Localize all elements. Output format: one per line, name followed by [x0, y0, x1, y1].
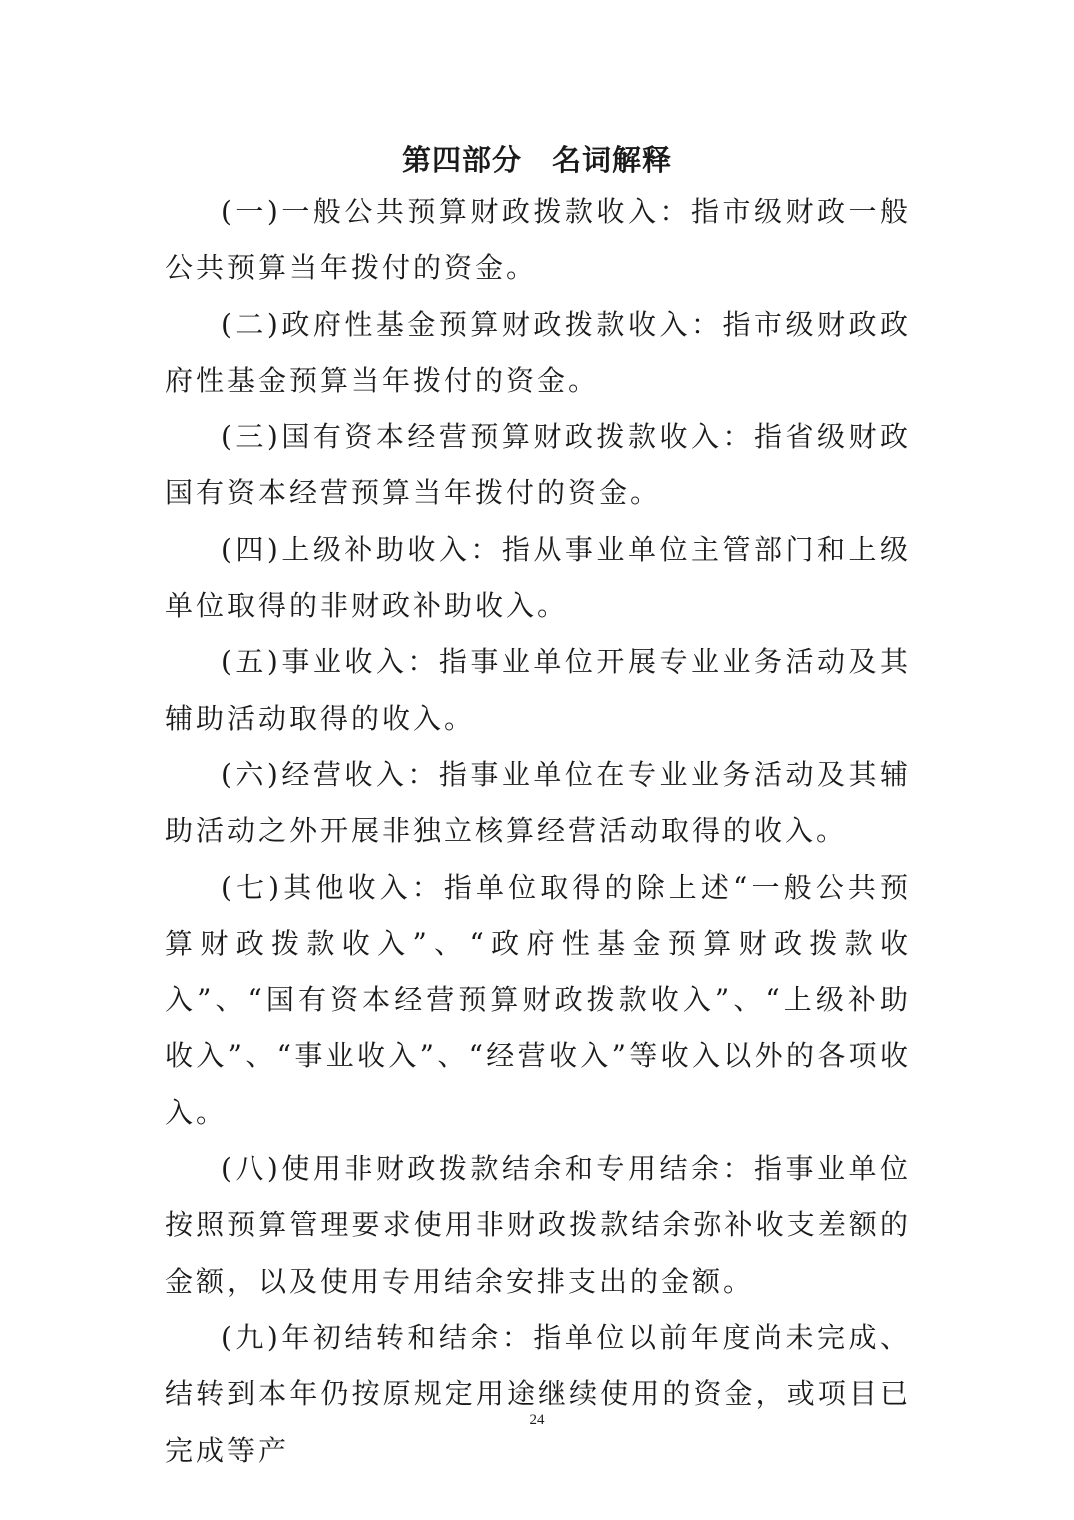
- definition-paragraph-9: (九)年初结转和结余：指单位以前年度尚未完成、结转到本年仍按原规定用途继续使用的资金，或项目已完成等产: [165, 1320, 911, 1467]
- definition-paragraph-1: (一)一般公共预算财政拨款收入：指市级财政一般公共预算当年拨付的资金。: [165, 195, 911, 285]
- definition-paragraph-6: (六)经营收入：指事业单位在专业业务活动及其辅助活动之外开展非独立核算经营活动取得的收入。: [165, 757, 911, 848]
- definition-paragraph-8: (八)使用非财政拨款结余和专用结余：指事业单位按照预算管理要求使用非财政拨款结余弥补收支差额的金额，以及使用专用结余安排支出的金额。: [165, 1152, 911, 1298]
- page-number: 24: [529, 1412, 545, 1428]
- definition-paragraph-7: (七)其他收入：指单位取得的除上述“一般公共预算财政拨款收入”、“政府性基金预算财政拨款收入”、“国有资本经营预算财政拨款收入”、“上级补助收入”、“事业收入”、“经营收入”等收入以外的各项收入。: [165, 870, 911, 1129]
- definition-paragraph-4: (四)上级补助收入：指从事业单位主管部门和上级单位取得的非财政补助收入。: [165, 532, 911, 623]
- definitions-body: [165, 184, 911, 1479]
- definition-paragraph-2: (二)政府性基金预算财政拨款收入：指市级财政政府性基金预算当年拨付的资金。: [165, 307, 911, 397]
- definition-paragraph-3: (三)国有资本经营预算财政拨款收入：指省级财政国有资本经营预算当年拨付的资金。: [165, 420, 911, 510]
- definition-paragraph-5: (五)事业收入：指事业单位开展专业业务活动及其辅助活动取得的收入。: [165, 645, 911, 735]
- section-title: 第四部分 名词解释: [401, 143, 672, 177]
